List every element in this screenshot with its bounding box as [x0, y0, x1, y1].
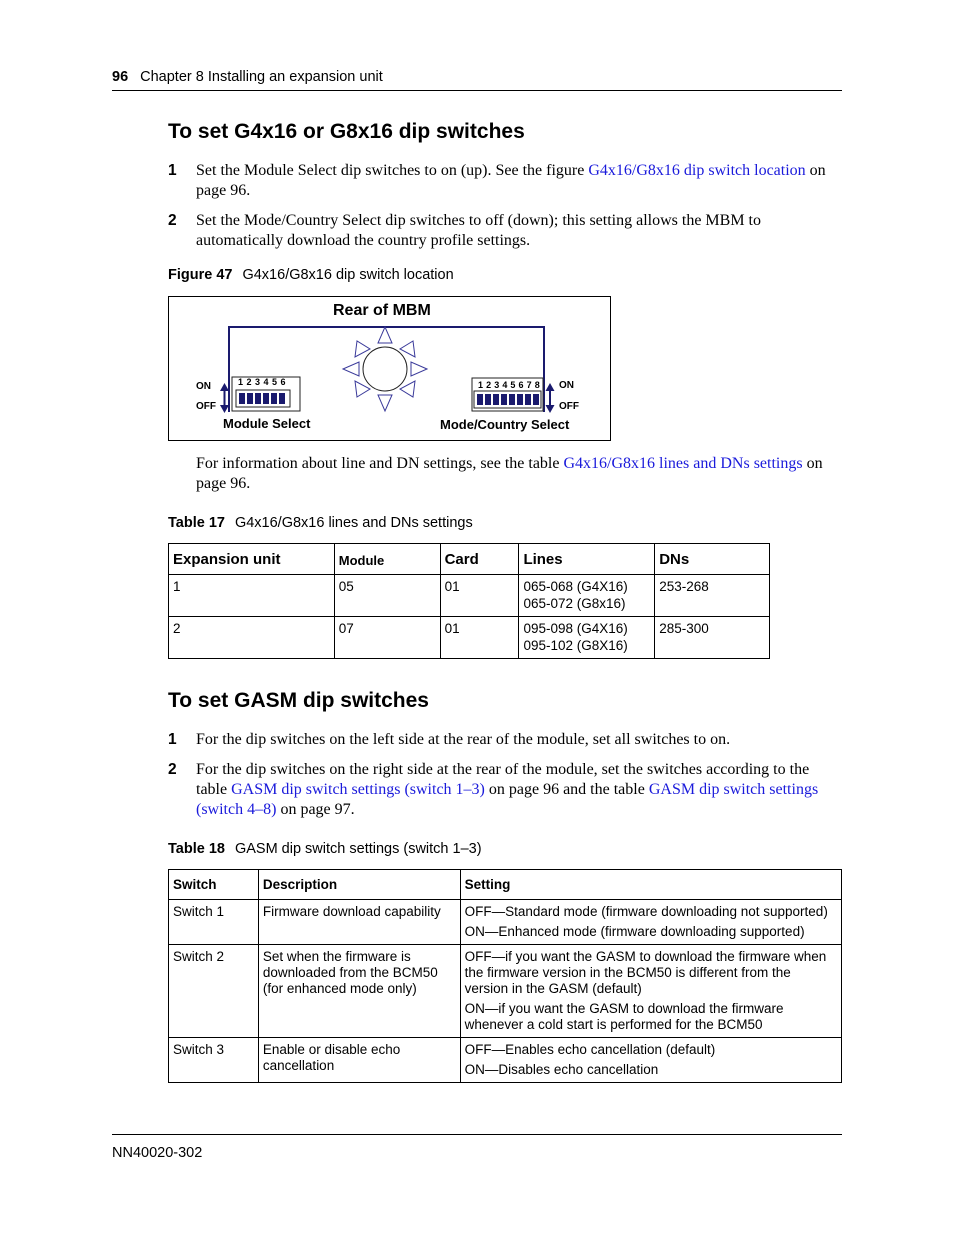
right-on-off-arrow-icon — [546, 383, 555, 413]
cell-expansion-unit: 1 — [169, 575, 335, 617]
step-text: Set the Mode/Country Select dip switches to off (down); this setting allows the MBM to automatically download the country profile settings. — [196, 212, 761, 249]
step-number: 2 — [168, 212, 177, 229]
step-number: 2 — [168, 761, 177, 778]
module-select-switch-numbers: 1 2 3 4 5 6 — [238, 377, 287, 387]
table-row — [169, 575, 770, 617]
left-off-label: OFF — [196, 401, 216, 412]
figure-title: Rear of MBM — [333, 302, 431, 319]
table-lines-dns — [168, 543, 770, 659]
table-label: Table 18 — [168, 841, 225, 857]
info-paragraph: For information about line and DN settings, see the table G4x16/G8x16 lines and DNs settings on page 96. — [196, 455, 823, 492]
link-table-19[interactable]: GASM dip switch settings (switch 4–8) — [196, 781, 819, 818]
document-number: NN40020-302 — [112, 1145, 203, 1161]
header-rule — [112, 90, 842, 91]
cell-lines: 065-068 (G4X16) 065-072 (G8x16) — [519, 575, 655, 617]
step-2 — [168, 211, 848, 253]
cell-module: 05 — [334, 575, 440, 617]
step-number: 1 — [168, 162, 177, 179]
col-header: DNs — [655, 544, 770, 575]
table-header-row — [169, 544, 770, 575]
table-row — [169, 900, 842, 945]
table-row — [169, 1038, 842, 1083]
figure-caption — [168, 267, 454, 283]
section-title-gasm: To set GASM dip switches — [168, 689, 429, 712]
right-on-label: ON — [559, 380, 574, 391]
table-row — [169, 945, 842, 1038]
left-on-label: ON — [196, 381, 211, 392]
cell-description: Set when the firmware is downloaded from the BCM50 (for enhanced mode only) — [258, 945, 460, 1038]
table-header-row — [169, 870, 842, 900]
col-header: Card — [440, 544, 519, 575]
link-table-18[interactable]: GASM dip switch settings (switch 1–3) — [231, 781, 485, 798]
col-header: Expansion unit — [169, 544, 335, 575]
col-header: Switch — [169, 870, 259, 900]
cell-setting: OFF—Standard mode (firmware downloading not supported) ON—Enhanced mode (firmware downloading supported) — [460, 900, 841, 945]
cell-card: 01 — [440, 617, 519, 659]
section-title-g4x16: To set G4x16 or G8x16 dip switches — [168, 120, 525, 143]
cell-module: 07 — [334, 617, 440, 659]
figure-dip-switch-location — [168, 296, 611, 441]
cell-dns: 285-300 — [655, 617, 770, 659]
link-figure-47[interactable]: G4x16/G8x16 dip switch location — [588, 162, 806, 179]
col-header: Module — [334, 544, 440, 575]
figure-caption-text: G4x16/G8x16 dip switch location — [242, 267, 454, 283]
cell-description: Enable or disable echo cancellation — [258, 1038, 460, 1083]
step-1 — [168, 161, 848, 203]
mode-country-switch-numbers: 1 2 3 4 5 6 7 8 — [478, 380, 541, 390]
footer-rule — [112, 1134, 842, 1135]
step-text: Set the Module Select dip switches to on (up). See the figure G4x16/G8x16 dip switch location on page 96. — [196, 162, 826, 199]
col-header: Lines — [519, 544, 655, 575]
step-text: For the dip switches on the right side at the rear of the module, set the switches according to the table GASM dip switch settings (switch 1–3) on page 96 and the table GASM dip switch settings (switch 4–8) on page 97. — [196, 761, 819, 818]
chapter-title: Chapter 8 Installing an expansion unit — [140, 69, 383, 85]
cell-setting: OFF—Enables echo cancellation (default) ON—Disables echo cancellation — [460, 1038, 841, 1083]
link-table-17[interactable]: G4x16/G8x16 lines and DNs settings — [563, 455, 803, 472]
right-off-label: OFF — [559, 401, 579, 412]
figure-label: Figure 47 — [168, 267, 233, 283]
cell-description: Firmware download capability — [258, 900, 460, 945]
page-number: 96 — [112, 69, 129, 85]
table-label: Table 17 — [168, 515, 225, 531]
step-1 — [168, 730, 848, 752]
cell-setting: OFF—if you want the GASM to download the firmware when the firmware version in the BCM50 is different from the version in the GASM (default) ON—if you want the GASM to download the firmware whenever a cold start is performed for the BCM50 — [460, 945, 841, 1038]
table18-caption — [168, 841, 482, 857]
step-2 — [168, 760, 848, 822]
cell-switch: Switch 3 — [169, 1038, 259, 1083]
table-caption-text: GASM dip switch settings (switch 1–3) — [234, 841, 482, 857]
step-number: 1 — [168, 731, 177, 748]
cell-expansion-unit: 2 — [169, 617, 335, 659]
table17-caption — [168, 515, 473, 531]
table-gasm-dip-switch — [168, 869, 842, 1083]
step-text: For the dip switches on the left side at the rear of the module, set all switches to on. — [196, 731, 731, 748]
led-light-icon — [363, 347, 407, 391]
col-header: Description — [258, 870, 460, 900]
cell-lines: 095-098 (G4X16) 095-102 (G8X16) — [519, 617, 655, 659]
table-row — [169, 617, 770, 659]
left-on-off-arrow-icon — [220, 383, 229, 413]
table-caption-text: G4x16/G8x16 lines and DNs settings — [234, 515, 473, 531]
cell-switch: Switch 1 — [169, 900, 259, 945]
mode-country-select-label: Mode/Country Select — [440, 417, 570, 432]
cell-card: 01 — [440, 575, 519, 617]
cell-switch: Switch 2 — [169, 945, 259, 1038]
cell-dns: 253-268 — [655, 575, 770, 617]
page-header — [112, 69, 383, 85]
module-select-label: Module Select — [223, 416, 311, 431]
col-header: Setting — [460, 870, 841, 900]
